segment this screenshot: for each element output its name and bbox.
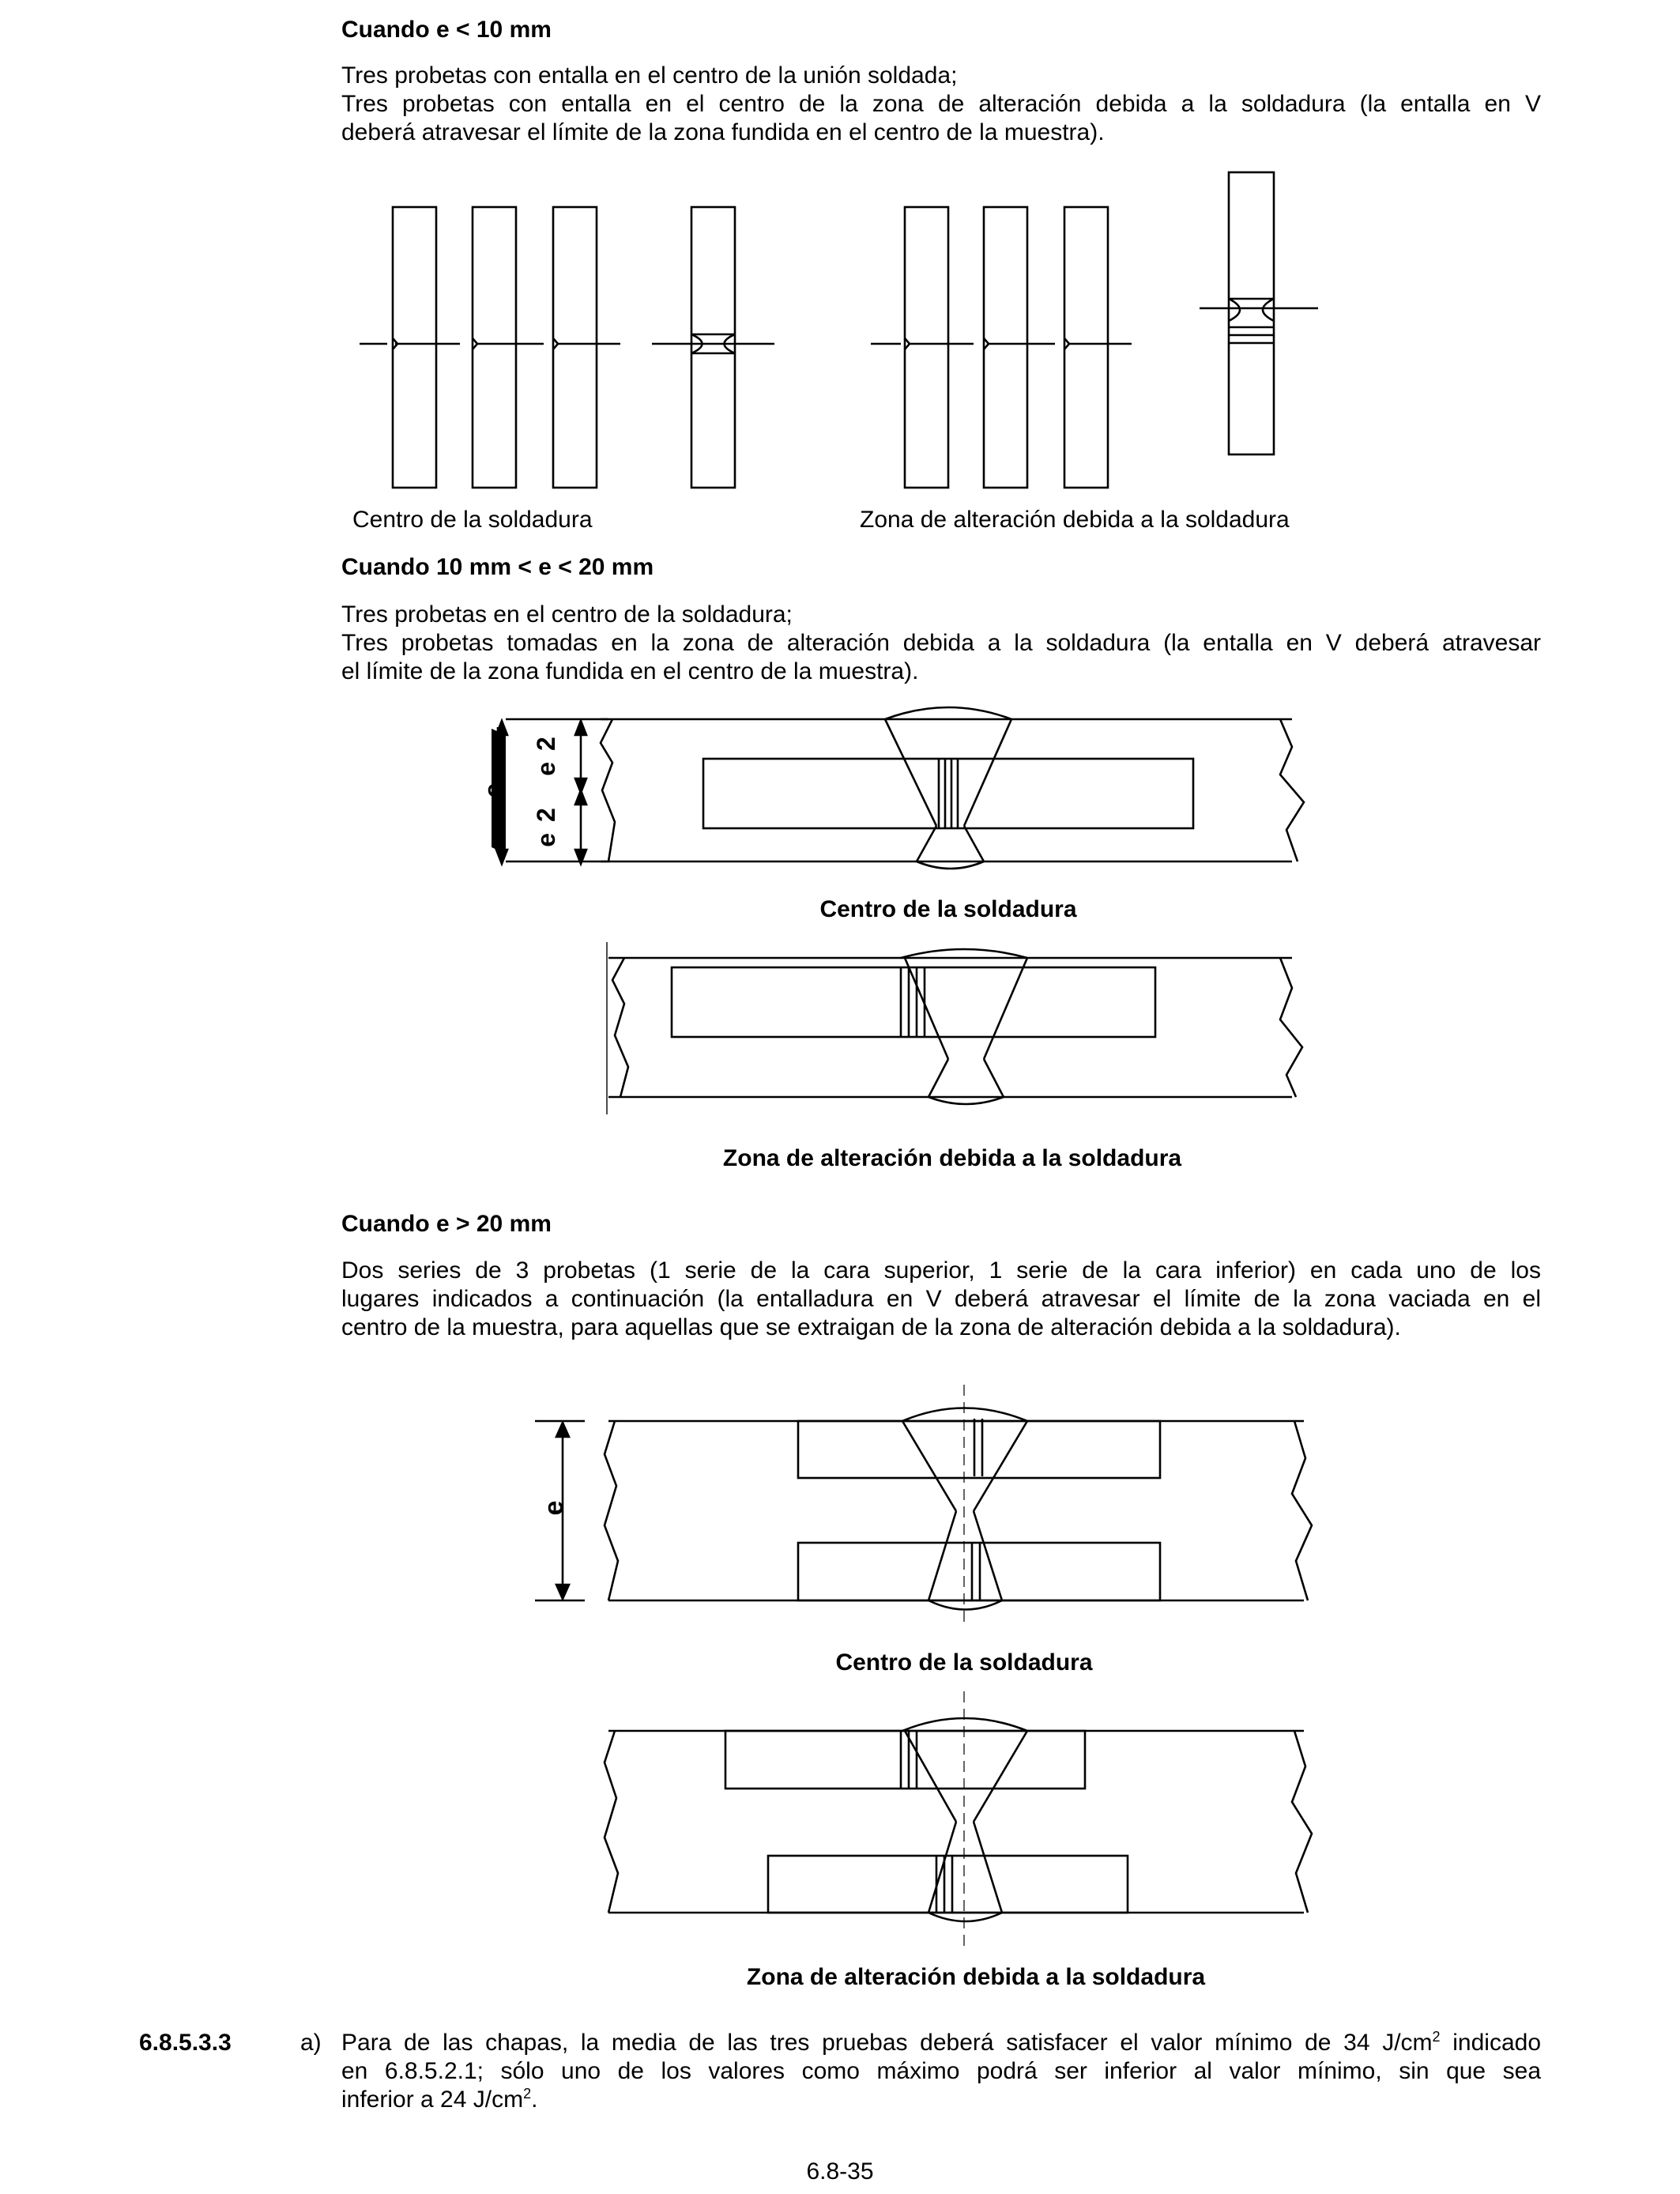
caption-haz: Zona de alteración debida a la soldadura — [860, 507, 1290, 533]
clause-line — [341, 2029, 1541, 2057]
dimension-label-e: e — [479, 782, 509, 798]
para-line: centro de la muestra, para aquellas que se extraigan de la zona de alteración debida a la soldadura). — [341, 1314, 1401, 1340]
fraction-numerator: e — [532, 833, 560, 847]
figure-caption-weld-centre-thick: Centro de la soldadura — [835, 1649, 1093, 1676]
clause-line3-text: inferior a 24 J/cm — [341, 2087, 524, 2113]
dimension-label-e-thick: e — [539, 1500, 569, 1516]
para-line: Tres probetas tomadas en la zona de alteración debida a la soldadura (la entalla en V deberá atravesar — [341, 630, 1541, 656]
para-line: Tres probetas con entalla en el centro de la unión soldada; — [341, 62, 958, 89]
section-heading-e-gt-20: Cuando e > 20 mm — [341, 1211, 552, 1237]
para-line: Dos series de 3 probetas (1 serie de la cara superior, 1 serie de la cara inferior) en cada uno de los — [341, 1257, 1541, 1284]
fraction-denominator: 2 — [532, 737, 560, 751]
section-heading-10-20: Cuando 10 mm < e < 20 mm — [341, 554, 654, 580]
caption-weld-centre: Centro de la soldadura — [352, 507, 593, 533]
clause-line: en 6.8.5.2.1; sólo uno de los valores como máximo podrá ser inferior al valor mínimo, sin que sea — [341, 2058, 1541, 2084]
plate-haz-thick — [605, 1691, 1312, 1952]
clause-line3-tail: . — [531, 2087, 538, 2113]
clause-number: 6.8.5.3.3 — [139, 2030, 232, 2056]
figure-caption-weld-centre: Centro de la soldadura — [819, 896, 1077, 922]
plate-weld-centre-thick — [605, 1385, 1312, 1628]
figure-caption-haz: Zona de alteración debida a la soldadura — [722, 1145, 1182, 1171]
fraction-denominator: 2 — [532, 808, 560, 822]
superscript: 2 — [1432, 2029, 1441, 2045]
page-number: 6.8-35 — [806, 2158, 874, 2185]
clause-line1-tail: indicado — [1440, 2030, 1541, 2056]
para-line: lugares indicados a continuación (la entalladura en V deberá atravesar el límite de la zona vaciada en el — [341, 1286, 1541, 1312]
fraction-numerator: e — [532, 762, 560, 776]
figure-caption-haz-thick: Zona de alteración debida a la soldadura — [746, 1964, 1206, 1990]
para-line: deberá atravesar el límite de la zona fundida en el centro de la muestra). — [341, 119, 1105, 145]
clause-line1-text: Para de las chapas, la media de las tres pruebas deberá satisfacer el valor mínimo de 34 J/cm — [341, 2030, 1433, 2056]
section-heading-e-lt-10: Cuando e < 10 mm — [341, 17, 552, 43]
clause-paragraph — [341, 2029, 1541, 2114]
para-line: Tres probetas con entalla en el centro de la zona de alteración debida a la soldadura (la entalla en V — [341, 91, 1541, 117]
superscript: 2 — [523, 2086, 532, 2102]
para-line: el límite de la zona fundida en el centro de la muestra). — [341, 658, 919, 684]
para-line: Tres probetas en el centro de la soldadura; — [341, 601, 793, 628]
clause-line — [341, 2086, 1541, 2114]
clause-item-label: a) — [300, 2030, 322, 2056]
